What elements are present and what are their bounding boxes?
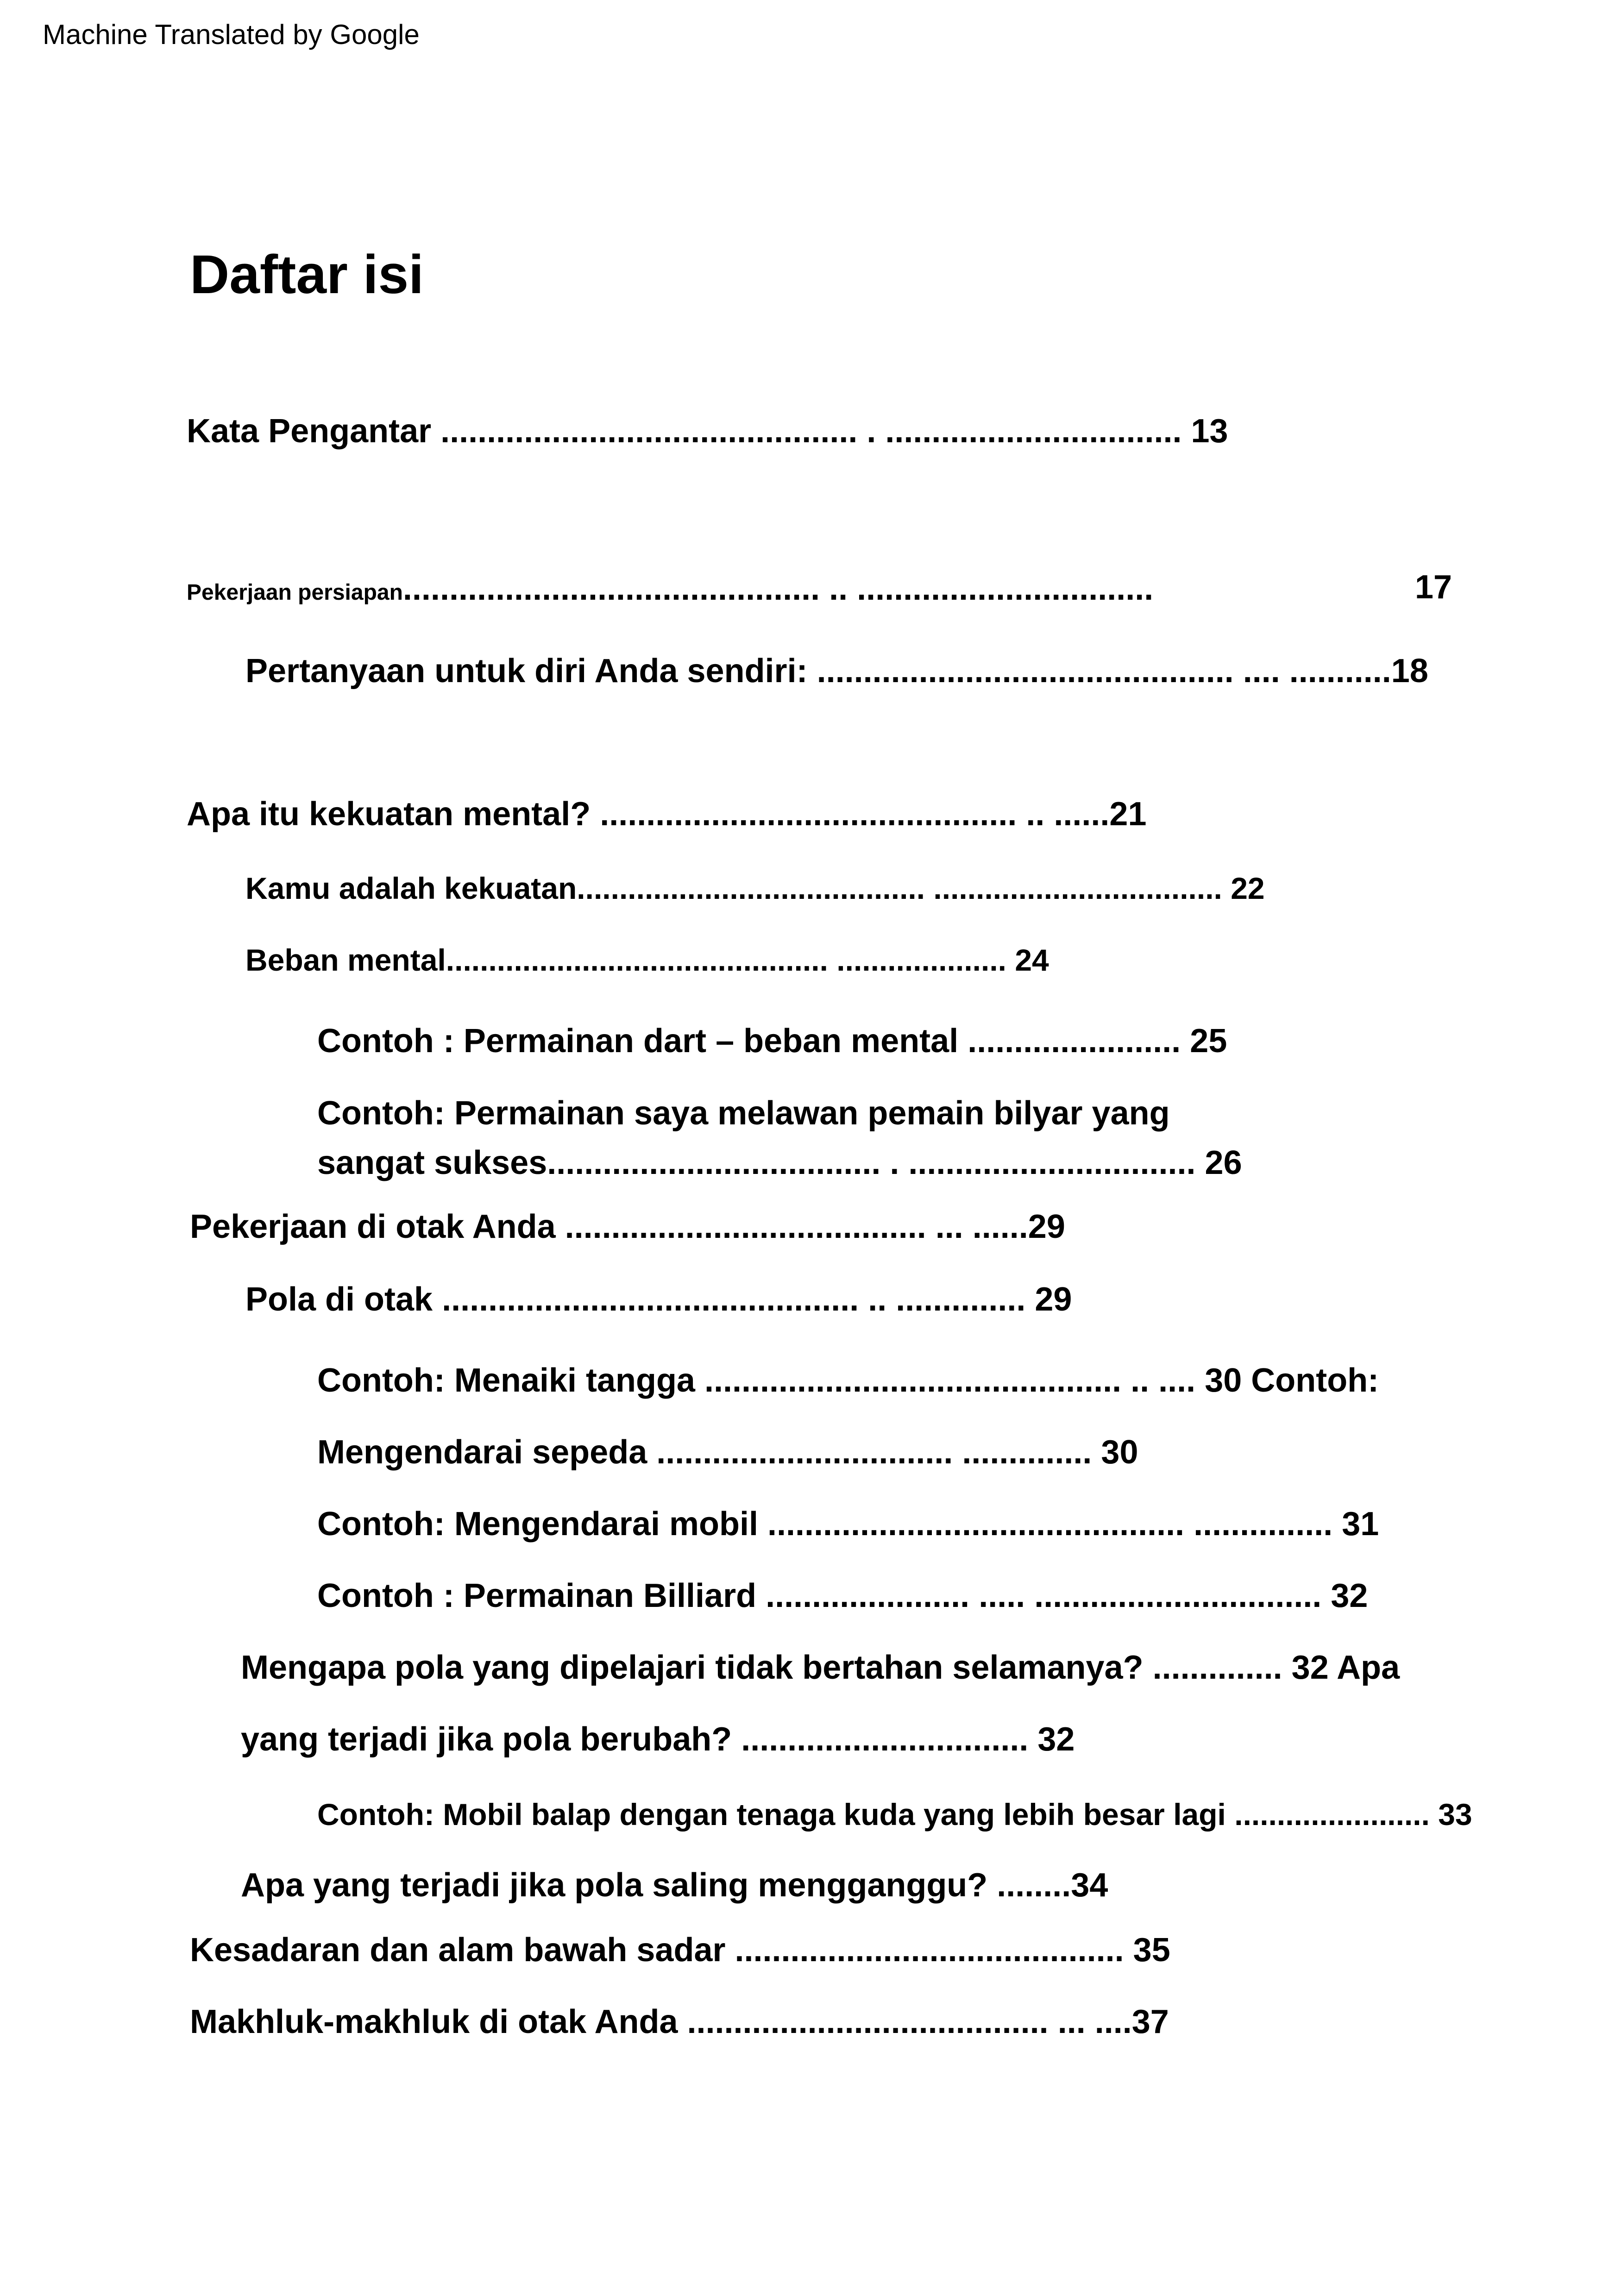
toc-entry-contoh-bilyar-line2: sangat sukses.................................... . ............................... 26 bbox=[317, 1144, 1242, 1181]
toc-entry-label: Pekerjaan persiapan bbox=[187, 580, 403, 605]
page-title: Daftar isi bbox=[190, 244, 424, 305]
toc-entry-contoh-mobil-balap: Contoh: Mobil balap dengan tenaga kuda yang lebih besar lagi ....................... 33 bbox=[317, 1797, 1472, 1832]
machine-translation-banner: Machine Translated by Google bbox=[43, 19, 420, 50]
toc-entry-mengapa-pola: Mengapa pola yang dipelajari tidak bertahan selamanya? .............. 32 Apa bbox=[241, 1649, 1400, 1686]
toc-entry-kata-pengantar: Kata Pengantar ............................................. . ................................ 13 bbox=[187, 413, 1228, 450]
toc-entry-yang-terjadi: yang terjadi jika pola berubah? ............................... 32 bbox=[241, 1721, 1075, 1758]
toc-entry-saling-mengganggu: Apa yang terjadi jika pola saling mengganggu? ........34 bbox=[241, 1867, 1108, 1904]
toc-entry-pertanyaan: Pertanyaan untuk diri Anda sendiri: ............................................. .... ...........18 bbox=[245, 652, 1428, 690]
toc-entry-kesadaran: Kesadaran dan alam bawah sadar .......................................... 35 bbox=[190, 1932, 1170, 1969]
toc-entry-makhluk: Makhluk-makhluk di otak Anda ....................................... ... ....37 bbox=[190, 2003, 1169, 2040]
toc-entry-contoh-tangga: Contoh: Menaiki tangga ............................................. .. .... 30 Contoh: bbox=[317, 1362, 1379, 1399]
toc-entry-pekerjaan-di-otak: Pekerjaan di otak Anda ....................................... ... ......29 bbox=[190, 1208, 1065, 1245]
toc-entry-dots: ............................................. .. ................................ bbox=[402, 570, 1154, 607]
toc-entry-contoh-dart: Contoh : Permainan dart – beban mental ....................... 25 bbox=[317, 1023, 1227, 1060]
toc-entry-pola-di-otak: Pola di otak ............................................. .. .............. 29 bbox=[245, 1281, 1072, 1318]
toc-entry-contoh-mobil: Contoh: Mengendarai mobil ............................................. ............... 31 bbox=[317, 1506, 1379, 1543]
toc-entry-contoh-bilyar-line1: Contoh: Permainan saya melawan pemain bilyar yang bbox=[317, 1095, 1170, 1132]
toc-entry-mengendarai-sepeda: Mengendarai sepeda ................................ .............. 30 bbox=[317, 1434, 1138, 1471]
toc-entry-contoh-billiard: Contoh : Permainan Billiard ...................... ..... ............................... 32 bbox=[317, 1577, 1368, 1614]
toc-entry-beban-mental: Beban mental............................................. .................... 24 bbox=[245, 943, 1049, 977]
toc-entry-page-number: 17 bbox=[1415, 569, 1452, 606]
toc-entry-kamu-adalah-kekuatan: Kamu adalah kekuatan......................................... .................................. 22 bbox=[245, 871, 1265, 905]
toc-entry-pekerjaan-persiapan bbox=[187, 572, 1153, 605]
toc-entry-apa-itu-kekuatan-mental: Apa itu kekuatan mental? ............................................. .. ......21 bbox=[187, 796, 1147, 833]
